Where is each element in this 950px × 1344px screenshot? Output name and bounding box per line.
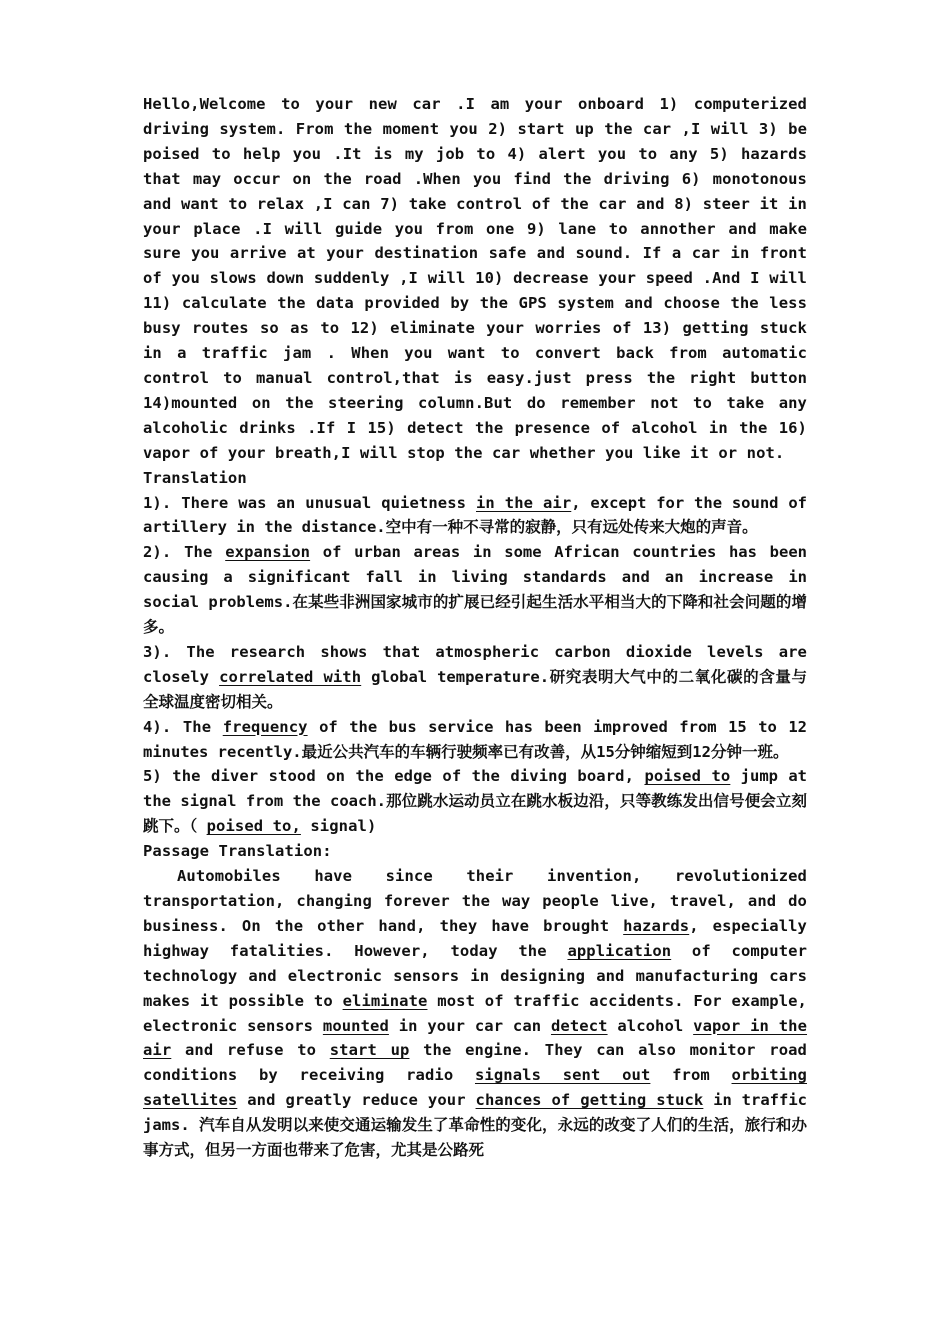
underlined-word: application [567,941,672,960]
passage-paragraph: Hello,Welcome to your new car .I am your onboard 1) computerized driving system. From the moment you 2) start up the car ,I will 3) be poised to help you .It is my job to 4) alert you to any 5) hazards that may occur on the road .When you find the driving 6) monotonous and want to relax ,I can 7) take control of the car and 8) steer it in your place .I will guide you from one 9) lane to annother and make sure you arrive at your destination safe and sound. If a car in front of you slows down suddenly ,I will 10) decrease your speed .And I will 11) calculate the data provided by the GPS system and choose the less busy routes so as to 12) eliminate your worries of 13) getting stuck in a traffic jam . When you want to convert back from automatic control to manual control,that is easy.just press the right button 14)mounted on the steering column.But do remember not to take any alcoholic drinks .If I 15) detect the presence of alcohol in the 16) vapor of your breath,I will stop the car whether you like it or not. [143,95,807,462]
underlined-phrase: correlated with [219,667,362,686]
translation-sentence-2: 2). The expansion of urban areas in some African countries has been causing a significant fall in living standards and an increase in social problems.在某些非洲国家城市的扩展已经引起生活水平相当大的下降和社会问题的增多。 [143,543,807,637]
translation-heading: Translation [143,468,247,487]
underlined-phrase: signals sent out [474,1066,651,1085]
translation-sentence-3: 3). The research shows that atmospheric carbon dioxide levels are closely correlated with global temperature.研究表明大气中的二氧化碳的含量与全球温度密切相关。 [143,642,807,711]
underlined-phrase: poised to [644,767,731,786]
underlined-word: eliminate [342,991,428,1010]
document-page [143,92,807,1163]
underlined-phrase: vapor in the air [143,1016,808,1060]
underlined-word: mounted [322,1016,389,1035]
passage-translation-heading: Passage Translation: [143,842,332,861]
passage-translation-paragraph: Automobiles have since their invention, revolutionized transportation, changing forever the way people live, travel, and do business. On the other hand, they have brought hazards, especially highway fatalities. However, today the application of computer technology and electronic sensors in designing and manufacturing cars makes it possible to eliminate most of traffic accidents. For example, electronic sensors mounted in your car can detect alcohol vapor in the air and refuse to start up the engine. They can also monitor road conditions by receiving radio signals sent out from orbiting satellites and greatly reduce your chances of getting stuck in traffic jams. 汽车自从发明以来使交通运输发生了革命性的变化，永远的改变了人们的生活，旅行和办事方式，但另一方面也带来了危害，尤其是公路死 [143,867,808,1160]
underlined-phrase: orbiting satellites [143,1066,807,1110]
translation-sentence-4: 4). The frequency of the bus service has been improved from 15 to 12 minutes recently.最近公共汽车的车辆行驶频率已有改善，从15分钟缩短到12分钟一班。 [143,717,807,761]
underlined-word: hazards [623,916,690,935]
underlined-phrase: start up [329,1041,410,1060]
underlined-phrase: poised to, [206,817,301,836]
underlined-phrase: frequency [222,717,308,736]
translation-sentence-5: 5) the diver stood on the edge of the diving board, poised to jump at the signal from the coach.那位跳水运动员立在跳水板边沿，只等教练发出信号便会立刻跳下。（ poised to, signal) [143,767,807,836]
underlined-phrase: in the air [476,493,572,512]
underlined-word: detect [550,1016,608,1035]
translation-sentence-1: 1). There was an unusual quietness in the air, except for the sound of artillery in the distance.空中有一种不寻常的寂静，只有远处传来大炮的声音。 [143,493,807,537]
underlined-phrase: expansion [225,543,311,562]
underlined-phrase: chances of getting stuck [475,1091,704,1110]
